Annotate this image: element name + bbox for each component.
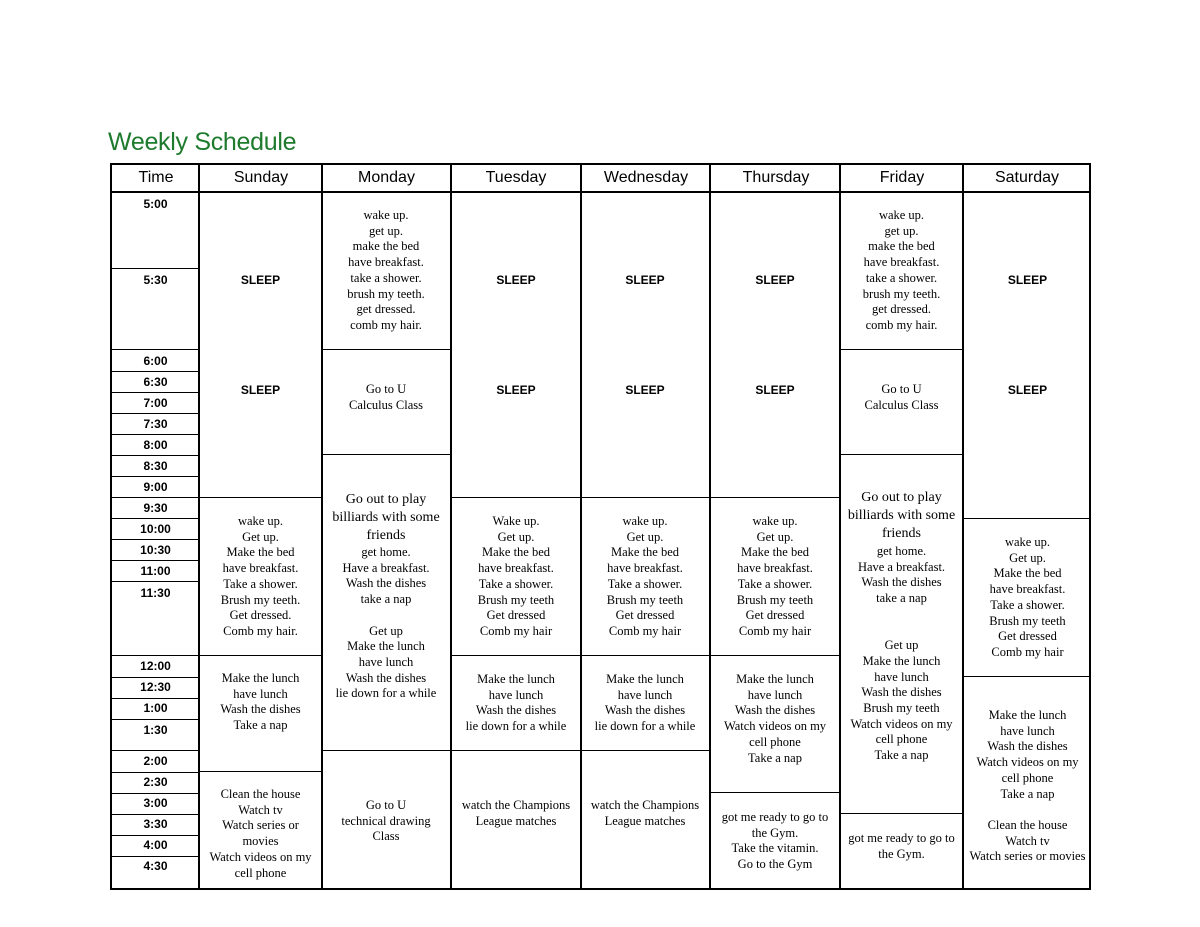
- time-label: 12:00: [140, 659, 171, 673]
- row-divider: [710, 497, 840, 498]
- row-divider: [710, 655, 840, 656]
- header-tuesday: Tuesday: [451, 165, 581, 193]
- row-divider: [451, 497, 581, 498]
- sunday-afternoon-cell: Clean the house Watch tv Watch series or movies Watch videos on my cell phone: [209, 787, 312, 880]
- row-divider: [112, 750, 199, 751]
- header-thursday: Thursday: [711, 165, 841, 193]
- friday-afternoon-cell: got me ready to go to the Gym.: [848, 831, 955, 861]
- monday-afternoon-cell: Go to U technical drawing Class: [341, 798, 431, 844]
- time-label: 8:00: [143, 438, 168, 452]
- time-label: 6:00: [143, 354, 168, 368]
- monday-class-cell: Go to U Calculus Class: [349, 382, 423, 412]
- row-divider: [322, 750, 451, 751]
- row-divider: [840, 349, 963, 350]
- row-divider: [322, 349, 451, 350]
- time-label: 7:30: [143, 417, 168, 431]
- row-divider: [112, 268, 199, 269]
- sleep-label: SLEEP: [625, 273, 665, 287]
- friday-class-cell: Go to U Calculus Class: [864, 382, 939, 412]
- row-divider: [112, 392, 199, 393]
- time-label: 11:00: [140, 564, 171, 578]
- row-divider: [112, 835, 199, 836]
- header-monday: Monday: [322, 165, 451, 193]
- row-divider: [112, 814, 199, 815]
- time-label: 5:00: [143, 197, 168, 211]
- saturday-morning-cell: wake up. Get up. Make the bed have breakfast. Take a shower. Brush my teeth Get dressed Comb my hair: [989, 535, 1066, 659]
- time-label: 1:00: [143, 701, 168, 715]
- time-label: 4:30: [143, 859, 168, 873]
- wednesday-afternoon-cell: watch the Champions League matches: [590, 798, 700, 828]
- time-label: 9:30: [143, 501, 168, 515]
- row-divider: [963, 518, 1091, 519]
- row-divider: [112, 719, 199, 720]
- row-divider: [199, 497, 321, 498]
- time-label: 3:00: [143, 796, 168, 810]
- time-label: 7:00: [143, 396, 168, 410]
- tuesday-afternoon-cell: watch the Champions League matches: [461, 798, 571, 828]
- row-divider: [112, 772, 199, 773]
- time-label: 1:30: [143, 723, 168, 737]
- header-wednesday: Wednesday: [581, 165, 711, 193]
- time-label: 6:30: [143, 375, 168, 389]
- sleep-label: SLEEP: [1007, 273, 1048, 287]
- time-label: 5:30: [143, 273, 168, 287]
- row-divider: [112, 434, 199, 435]
- tuesday-morning-cell: Wake up. Get up. Make the bed have breakfast. Take a shower. Brush my teeth Get dressed Comb my hair: [477, 514, 555, 638]
- row-divider: [112, 655, 199, 656]
- header-saturday: Saturday: [963, 165, 1091, 193]
- sleep-label: SLEEP: [625, 383, 665, 397]
- time-label: 2:30: [143, 775, 168, 789]
- row-divider: [580, 497, 710, 498]
- row-divider: [451, 655, 581, 656]
- friday-billiards-cell: Go out to play billiards with some friends: [847, 490, 956, 541]
- friday-early-cell: wake up. get up. make the bed have breakfast. take a shower. brush my teeth. get dressed. comb my hair.: [862, 208, 941, 332]
- row-divider: [199, 771, 321, 772]
- sleep-label: SLEEP: [240, 273, 281, 287]
- row-divider: [112, 677, 199, 678]
- row-divider: [112, 497, 199, 498]
- page-title: Weekly Schedule: [108, 128, 297, 156]
- row-divider: [840, 454, 963, 455]
- sleep-label: SLEEP: [755, 273, 795, 287]
- row-divider: [112, 698, 199, 699]
- row-divider: [840, 813, 963, 814]
- row-divider: [112, 455, 199, 456]
- monday-midday-cell: get home. Have a breakfast. Wash the dishes take a nap Get up Make the lunch have lunch Wash the dishes lie down for a while: [335, 545, 437, 701]
- time-label: 9:00: [143, 480, 168, 494]
- sleep-label: SLEEP: [1007, 383, 1048, 397]
- row-divider: [112, 413, 199, 414]
- sunday-morning-cell: wake up. Get up. Make the bed have breakfast. Take a shower. Brush my teeth. Get dressed. Comb my hair.: [220, 514, 301, 638]
- time-label: 10:30: [140, 543, 171, 557]
- sunday-noon-cell: Make the lunch have lunch Wash the dishes Take a nap: [220, 671, 301, 733]
- header-friday: Friday: [841, 165, 963, 193]
- row-divider: [451, 750, 581, 751]
- thursday-afternoon-cell: got me ready to go to the Gym. Take the vitamin. Go to the Gym: [721, 810, 829, 872]
- row-divider: [322, 454, 451, 455]
- row-divider: [199, 655, 321, 656]
- wednesday-noon-cell: Make the lunch have lunch Wash the dishes lie down for a while: [594, 672, 696, 734]
- header-time: Time: [112, 165, 200, 193]
- monday-early-cell: wake up. get up. make the bed have breakfast. take a shower. brush my teeth. get dressed. comb my hair.: [347, 208, 425, 332]
- time-label: 2:00: [143, 754, 168, 768]
- time-label: 8:30: [143, 459, 168, 473]
- schedule-table: [110, 163, 1091, 890]
- sleep-label: SLEEP: [755, 383, 795, 397]
- row-divider: [112, 349, 199, 350]
- tuesday-noon-cell: Make the lunch have lunch Wash the dishes lie down for a while: [465, 672, 567, 734]
- time-label: 3:30: [143, 817, 168, 831]
- time-label: 4:00: [143, 838, 168, 852]
- row-divider: [112, 476, 199, 477]
- row-divider: [112, 518, 199, 519]
- sleep-label: SLEEP: [496, 383, 536, 397]
- row-divider: [112, 793, 199, 794]
- thursday-morning-cell: wake up. Get up. Make the bed have breakfast. Take a shower. Brush my teeth Get dressed Comb my hair: [736, 514, 814, 638]
- saturday-afternoon-cell: Make the lunch have lunch Wash the dishes Watch videos on my cell phone Take a nap Clean the house Watch tv Watch series or movies: [969, 708, 1086, 864]
- row-divider: [112, 560, 199, 561]
- sleep-label: SLEEP: [496, 273, 536, 287]
- friday-midday-cell: get home. Have a breakfast. Wash the dishes take a nap Get up Make the lunch have lunch Wash the dishes Brush my teeth Watch videos on my cell phone Take a nap: [850, 544, 953, 763]
- row-divider: [112, 371, 199, 372]
- time-label: 12:30: [140, 680, 171, 694]
- monday-billiards-cell: Go out to play billiards with some friends: [332, 492, 440, 543]
- row-divider: [963, 676, 1091, 677]
- row-divider: [112, 539, 199, 540]
- row-divider: [580, 750, 710, 751]
- row-divider: [580, 655, 710, 656]
- row-divider: [112, 856, 199, 857]
- wednesday-morning-cell: wake up. Get up. Make the bed have breakfast. Take a shower. Brush my teeth Get dressed Comb my hair: [606, 514, 684, 638]
- thursday-noon-cell: Make the lunch have lunch Wash the dishes Watch videos on my cell phone Take a nap: [723, 672, 827, 765]
- header-sunday: Sunday: [200, 165, 322, 193]
- time-label: 11:30: [140, 586, 171, 600]
- sleep-label: SLEEP: [240, 383, 281, 397]
- row-divider: [710, 792, 840, 793]
- row-divider: [112, 581, 199, 582]
- time-label: 10:00: [140, 522, 171, 536]
